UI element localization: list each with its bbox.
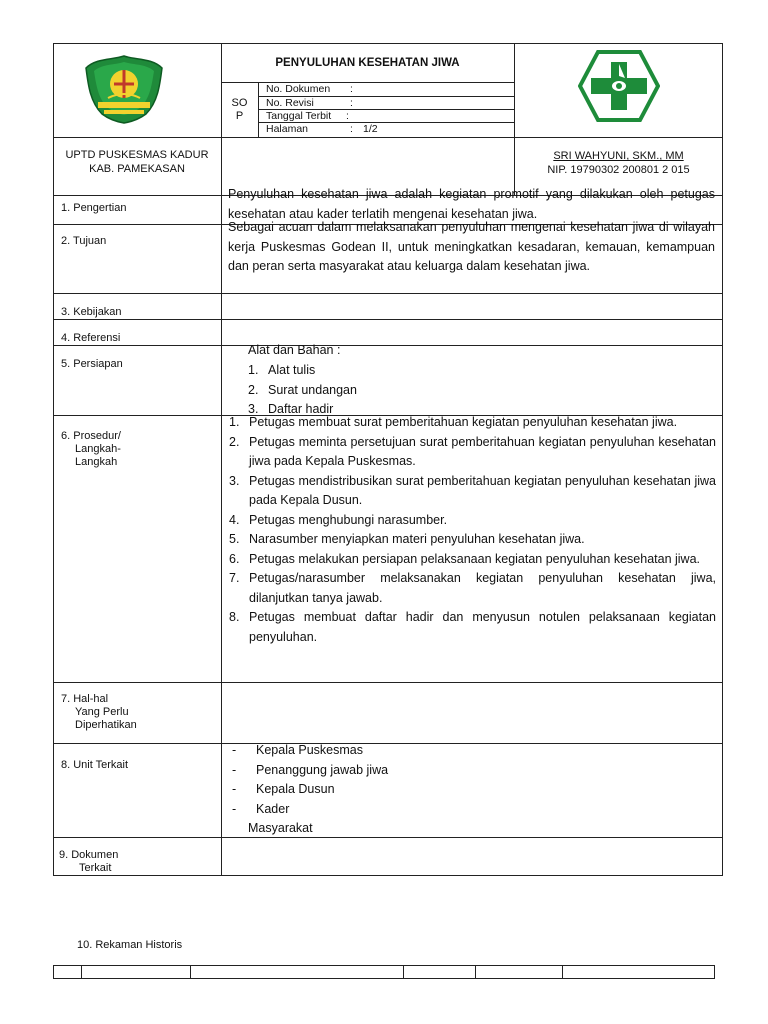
section-label-kebijakan: 3. Kebijakan (61, 306, 122, 318)
document-title: PENYULUHAN KESEHATAN JIWA (275, 57, 460, 69)
doc-field-value: 1/2 (363, 123, 378, 135)
section-label-prosedur: 6. Prosedur/ (61, 430, 121, 442)
signer-nip: NIP. 19790302 200801 2 015 (547, 164, 690, 176)
list-item: 2. Surat undangan (248, 382, 357, 397)
list-item: - Penanggung jawab jiwa (232, 762, 389, 777)
prosedur-steps (229, 413, 716, 647)
org-name-line1: UPTD PUSKESMAS KADUR (65, 149, 209, 161)
district-emblem-icon (84, 54, 164, 124)
rekaman-historis-label: 10. Rekaman Historis (77, 939, 183, 951)
org-name-line2: KAB. PAMEKASAN (89, 163, 185, 175)
row-line (53, 319, 723, 320)
doc-field-sep: : (346, 110, 349, 122)
rekaman-col-divider (81, 965, 82, 979)
section-label-halhal: 7. Hal-hal (61, 693, 109, 705)
section-label-referensi: 4. Referensi (61, 332, 121, 344)
persiapan-list (248, 361, 708, 420)
list-item: - Kader (232, 801, 290, 816)
doc-field-sep: : (350, 83, 353, 95)
rekaman-historis-table (53, 965, 715, 979)
section-label-halhal-3: Diperhatikan (75, 719, 137, 731)
list-item: 1. Alat tulis (248, 363, 316, 377)
list-item: 3. Daftar hadir (248, 402, 334, 416)
rekaman-col-divider (562, 965, 563, 979)
unit-last: Masyarakat (248, 821, 313, 835)
list-item: - Kepala Dusun (232, 782, 335, 796)
sop-label: SO P (231, 97, 248, 122)
persiapan-heading: Alat dan Bahan : (248, 343, 341, 357)
section-label-unit: 8. Unit Terkait (61, 759, 129, 771)
doc-field-label: Tanggal Terbit (266, 110, 332, 122)
list-item: - Kepala Puskesmas (232, 743, 364, 757)
section-label-prosedur-3: Langkah (75, 456, 118, 468)
list-item: 4. Petugas menghubungi narasumber. (229, 512, 448, 527)
doc-field-sep: : (350, 97, 353, 109)
unit-list (222, 741, 702, 839)
tujuan-text: Sebagai acuan dalam melaksanakan penyuluhan mengenai kesehatan jiwa di wilayah kerja Puskesmas Godean II, untuk meningkatkan kesadaran, kemauan, kemampuan dan peran serta masyarakat atau keluarga dalam kesehatan jiwa. (228, 220, 715, 273)
doc-field-sep: : (350, 123, 353, 135)
puskesmas-logo-icon (578, 50, 660, 122)
section-label-pengertian: 1. Pengertian (61, 202, 127, 214)
section-label-tujuan: 2. Tujuan (61, 235, 107, 247)
section-label-dokumen-2: Terkait (79, 862, 112, 874)
title-underline (221, 82, 514, 83)
list-item: 7. Petugas/narasumber melaksanakan kegiatan penyuluhan kesehatan jiwa, dilanjutkan tanya jawab. (229, 571, 716, 605)
rekaman-col-divider (475, 965, 476, 979)
row-line (53, 682, 723, 683)
row-line (53, 293, 723, 294)
doc-field-label: No. Revisi (266, 97, 314, 109)
doc-field-label: Halaman (266, 123, 309, 135)
section-label-persiapan: 5. Persiapan (61, 358, 123, 370)
list-item: 5. Narasumber menyiapkan materi penyuluhan kesehatan jiwa. (229, 532, 585, 546)
rekaman-col-divider (403, 965, 404, 979)
section-label-halhal-2: Yang Perlu (75, 706, 129, 718)
signer-name: SRI WAHYUNI, SKM., MM (553, 150, 684, 162)
header-mid-line (53, 137, 723, 138)
list-item: 6. Petugas melakukan persiapan pelaksanaan kegiatan penyuluhan kesehatan jiwa. (229, 551, 701, 566)
pengertian-text: Penyuluhan kesehatan jiwa adalah kegiatan promotif yang dilakukan oleh petugas kesehatan atau kader terlatih mengenai kesehatan jiwa. (228, 187, 715, 221)
doc-field-label: No. Dokumen (266, 83, 331, 95)
list-item: 3. Petugas mendistribusikan surat pemberitahuan kegiatan penyuluhan kesehatan jiwa pada Kepala Dusun. (229, 473, 716, 507)
section-label-prosedur-2: Langkah- (75, 443, 121, 455)
rekaman-col-divider (190, 965, 191, 979)
list-item: 1. Petugas membuat surat pemberitahuan kegiatan penyuluhan kesehatan jiwa. (229, 415, 678, 429)
section-label-dokumen: 9. Dokumen (59, 849, 119, 861)
list-item: 2. Petugas meminta persetujuan surat pemberitahuan kegiatan penyuluhan kesehatan jiwa pada Kepala Puskesmas. (229, 434, 716, 468)
list-item: 8. Petugas membuat daftar hadir dan menyusun notulen pelaksanaan kegiatan penyuluhan. (229, 610, 716, 644)
